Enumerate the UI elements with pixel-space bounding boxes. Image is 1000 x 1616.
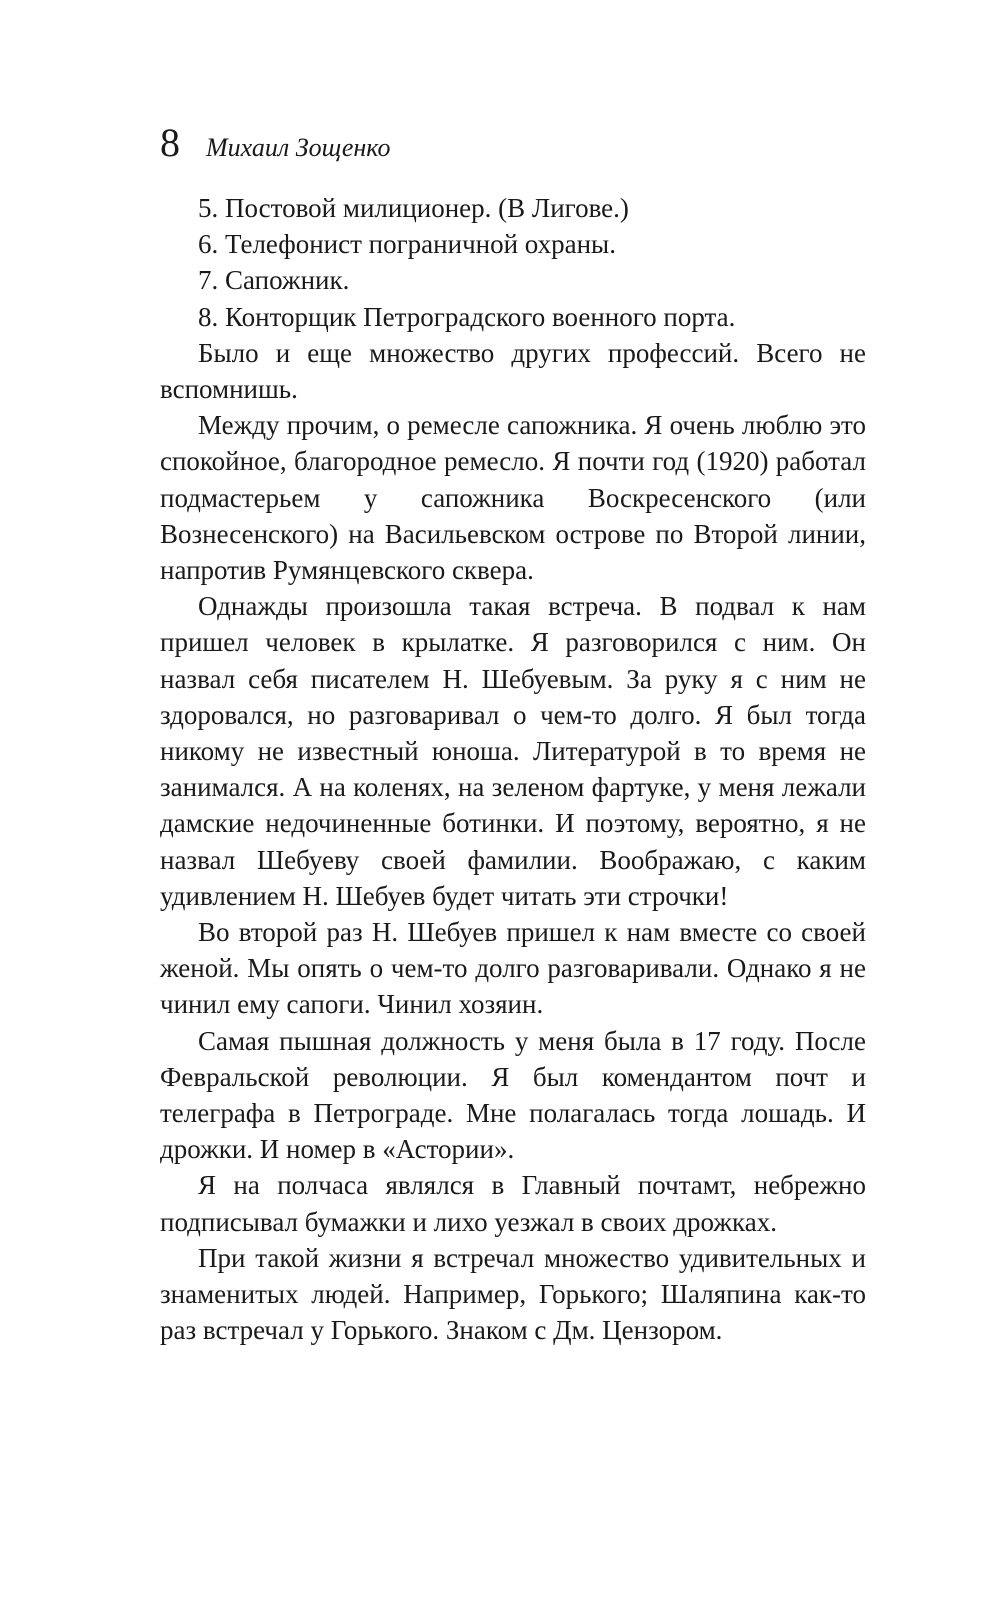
paragraph: Во второй раз Н. Шебуев пришел к нам вместе со своей женой. Мы опять о чем-то долго разговаривали. Однако я не чинил ему сапоги. Чинил хозяин. bbox=[160, 917, 866, 1020]
list-item-profession-6: 6. Телефонист пограничной охраны. bbox=[198, 229, 616, 260]
paragraph: Однажды произошла такая встреча. В подвал к нам пришел человек в крылатке. Я разговорился с ним. Он назвал себя писателем Н. Шебуевым. За руку я с ним не здоровался, но разговаривал о чем-то долго. Я был тогда никому не известный юноша. Литературой в то время не занимался. А на коленях, на зеленом фартуке, у меня лежали дамские недочиненные ботинки. И поэтому, вероятно, я не назвал Шебуеву своей фамилии. Воображаю, с каким удивлением Н. Шебуев будет читать эти строчки! bbox=[160, 591, 866, 911]
page-number: 8 bbox=[160, 120, 180, 165]
paragraph: При такой жизни я встречал множество удивительных и знаменитых людей. Например, Горького; Шаляпина как-то раз встречал у Горького. Знаком с Дм. Цензором. bbox=[160, 1242, 866, 1346]
running-header bbox=[160, 118, 390, 168]
body-text bbox=[160, 190, 866, 1349]
list-item-profession-7: 7. Сапожник. bbox=[198, 265, 350, 296]
list-item-profession-5: 5. Постовой милиционер. (В Лигове.) bbox=[198, 193, 629, 223]
list-item-profession-8: 8. Конторщик Петроградского военного порта. bbox=[198, 301, 736, 332]
running-head-author: Михаил Зощенко bbox=[206, 133, 391, 162]
paragraph: Я на полчаса являлся в Главный почтамт, небрежно подписывал бумажки и лихо уезжал в своих дрожках. bbox=[160, 1170, 866, 1237]
paragraph: Было и еще множество других профессий. Всего не вспомнишь. bbox=[160, 337, 866, 405]
paragraph: Между прочим, о ремесле сапожника. Я очень люблю это спокойное, благородное ремесло. Я почти год (1920) работал подмастерьем у сапожника Воскресенского (или Вознесенского) на Васильевском острове по Второй линии, напротив Румянцевского сквера. bbox=[160, 410, 866, 586]
paragraph: Самая пышная должность у меня была в 17 году. После Февральской революции. Я был комендантом почт и телеграфа в Петрограде. Мне полагалась тогда лошадь. И дрожки. И номер в «Астории». bbox=[160, 1025, 866, 1165]
